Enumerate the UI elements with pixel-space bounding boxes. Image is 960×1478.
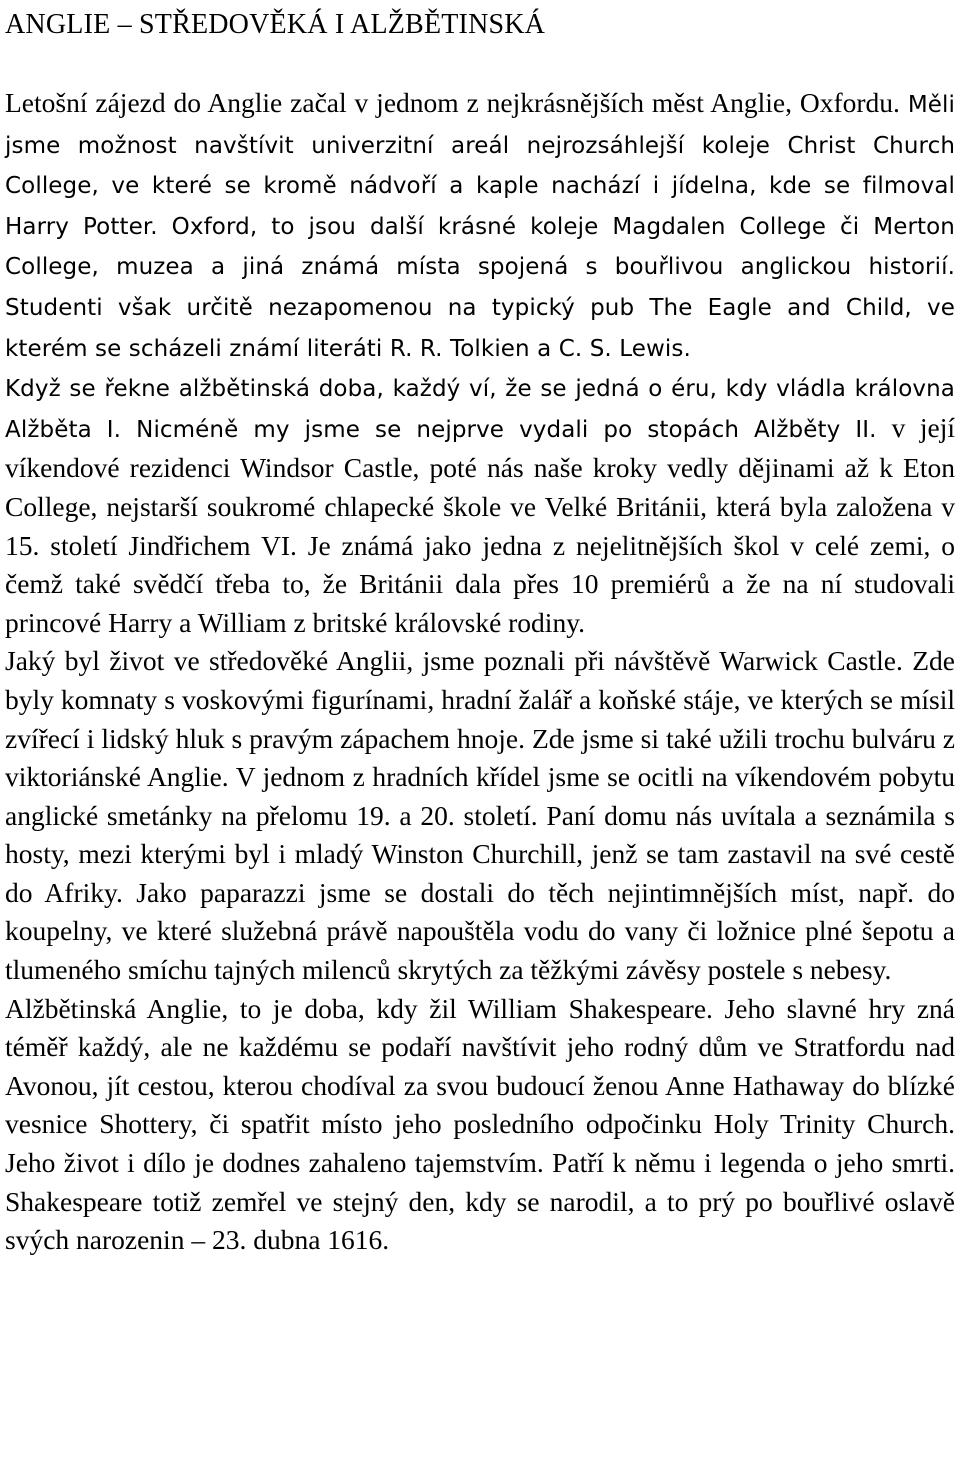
paragraph-alzbeta (5, 368, 955, 642)
document-title: ANGLIE – STŘEDOVĚKÁ I ALŽBĚTINSKÁ (5, 9, 546, 40)
document-page (5, 0, 955, 1260)
text-segment: Když se řekne alžbětinská doba, každý ví, že se jedná o éru, kdy vládla královna Alžběta I. (5, 376, 955, 443)
paragraph-warwick (5, 642, 955, 989)
text-segment: Alžbětinská Anglie, to je doba, kdy žil William Shakespeare. Jeho slavné hry zná téměř každý, ale ne každému se podaří navštívit jeho rodný dům ve Stratfordu nad Avonou, jít cestou, kterou chodíval za svou budoucí ženou Anne Hathaway do blízké vesnice Shottery, či spatřit místo jeho posledního odpočinku Holy Trinity Church. Jeho život i dílo je dodnes zahaleno tajemstvím. Patří k němu i legenda o jeho smrti. Shakespeare totiž zemřel ve stejný den, kdy se narodil, a to prý po bouřlivé oslavě svých narozenin – 23. dubna 1616. (5, 992, 955, 1256)
text-segment: Letošní zájezd do Anglie začal v jednom z nejkrásnějších měst Anglie, Oxfordu. (5, 87, 908, 118)
paragraph-oxford (5, 84, 955, 368)
text-segment: Jaký byl život ve středověké Anglii, jsme poznali při návštěvě Warwick Castle. Zde byly komnaty s voskovými figurínami, hradní žalář a koňské stáje, ve kterých se mísil zvířecí i lidský hluk s pravým zápachem hnoje. Zde jsme si také užili trochu bulváru z viktoriánské Anglie. V jednom z hradních křídel jsme se ocitli na víkendovém pobytu anglické smetánky na přelomu 19. a 20. století. Paní domu nás uvítala a seznámila s hosty, mezi kterými byl i mladý Winston Churchill, jenž se tam zastavil na své cestě do Afriky. Jako paparazzi jsme se dostali do těch nejintimnějších míst, např. do koupelny, ve které služebná právě napouštěla vodu do vany či ložnice plné šepotu a tlumeného smíchu tajných milenců skrytých za těžkými závěsy postele s nebesy. (5, 645, 955, 986)
text-segment: Měli jsme možnost navštívit univerzitní areál nejrozsáhlejší koleje Christ Church College, ve které se kromě nádvoří a kaple nachází i jídelna, kde se filmoval Harry Potter. Oxford, to jsou další krásné koleje Magdalen College či Merton College, muzea a jiná známá místa spojená s bouřlivou anglickou historií. (5, 92, 955, 281)
text-segment: Studenti však určitě nezapomenou na typický pub The Eagle and Child, ve kterém se scházeli známí literáti R. R. Tolkien a C. S. Lewis. (5, 294, 955, 362)
document-body (5, 84, 955, 1260)
text-segment: Nicméně my jsme se nejprve vydali po stopách Alžběty II. (136, 416, 892, 443)
text-segment: v její víkendové rezidenci Windsor Castle, poté nás naše kroky vedly dějinami až k Eton College, nejstarší soukromé chlapecké škole ve Velké Británii, která byla založena v 15. století Jindřichem VI. Je známá jako jedna z nejelitnějších škol v celé zemi, o čemž také svědčí třeba to, že Británii dala přes 10 premiérů a že na ní studovali princové Harry a William z britské královské rodiny. (5, 411, 955, 638)
paragraph-shakespeare (5, 990, 955, 1260)
